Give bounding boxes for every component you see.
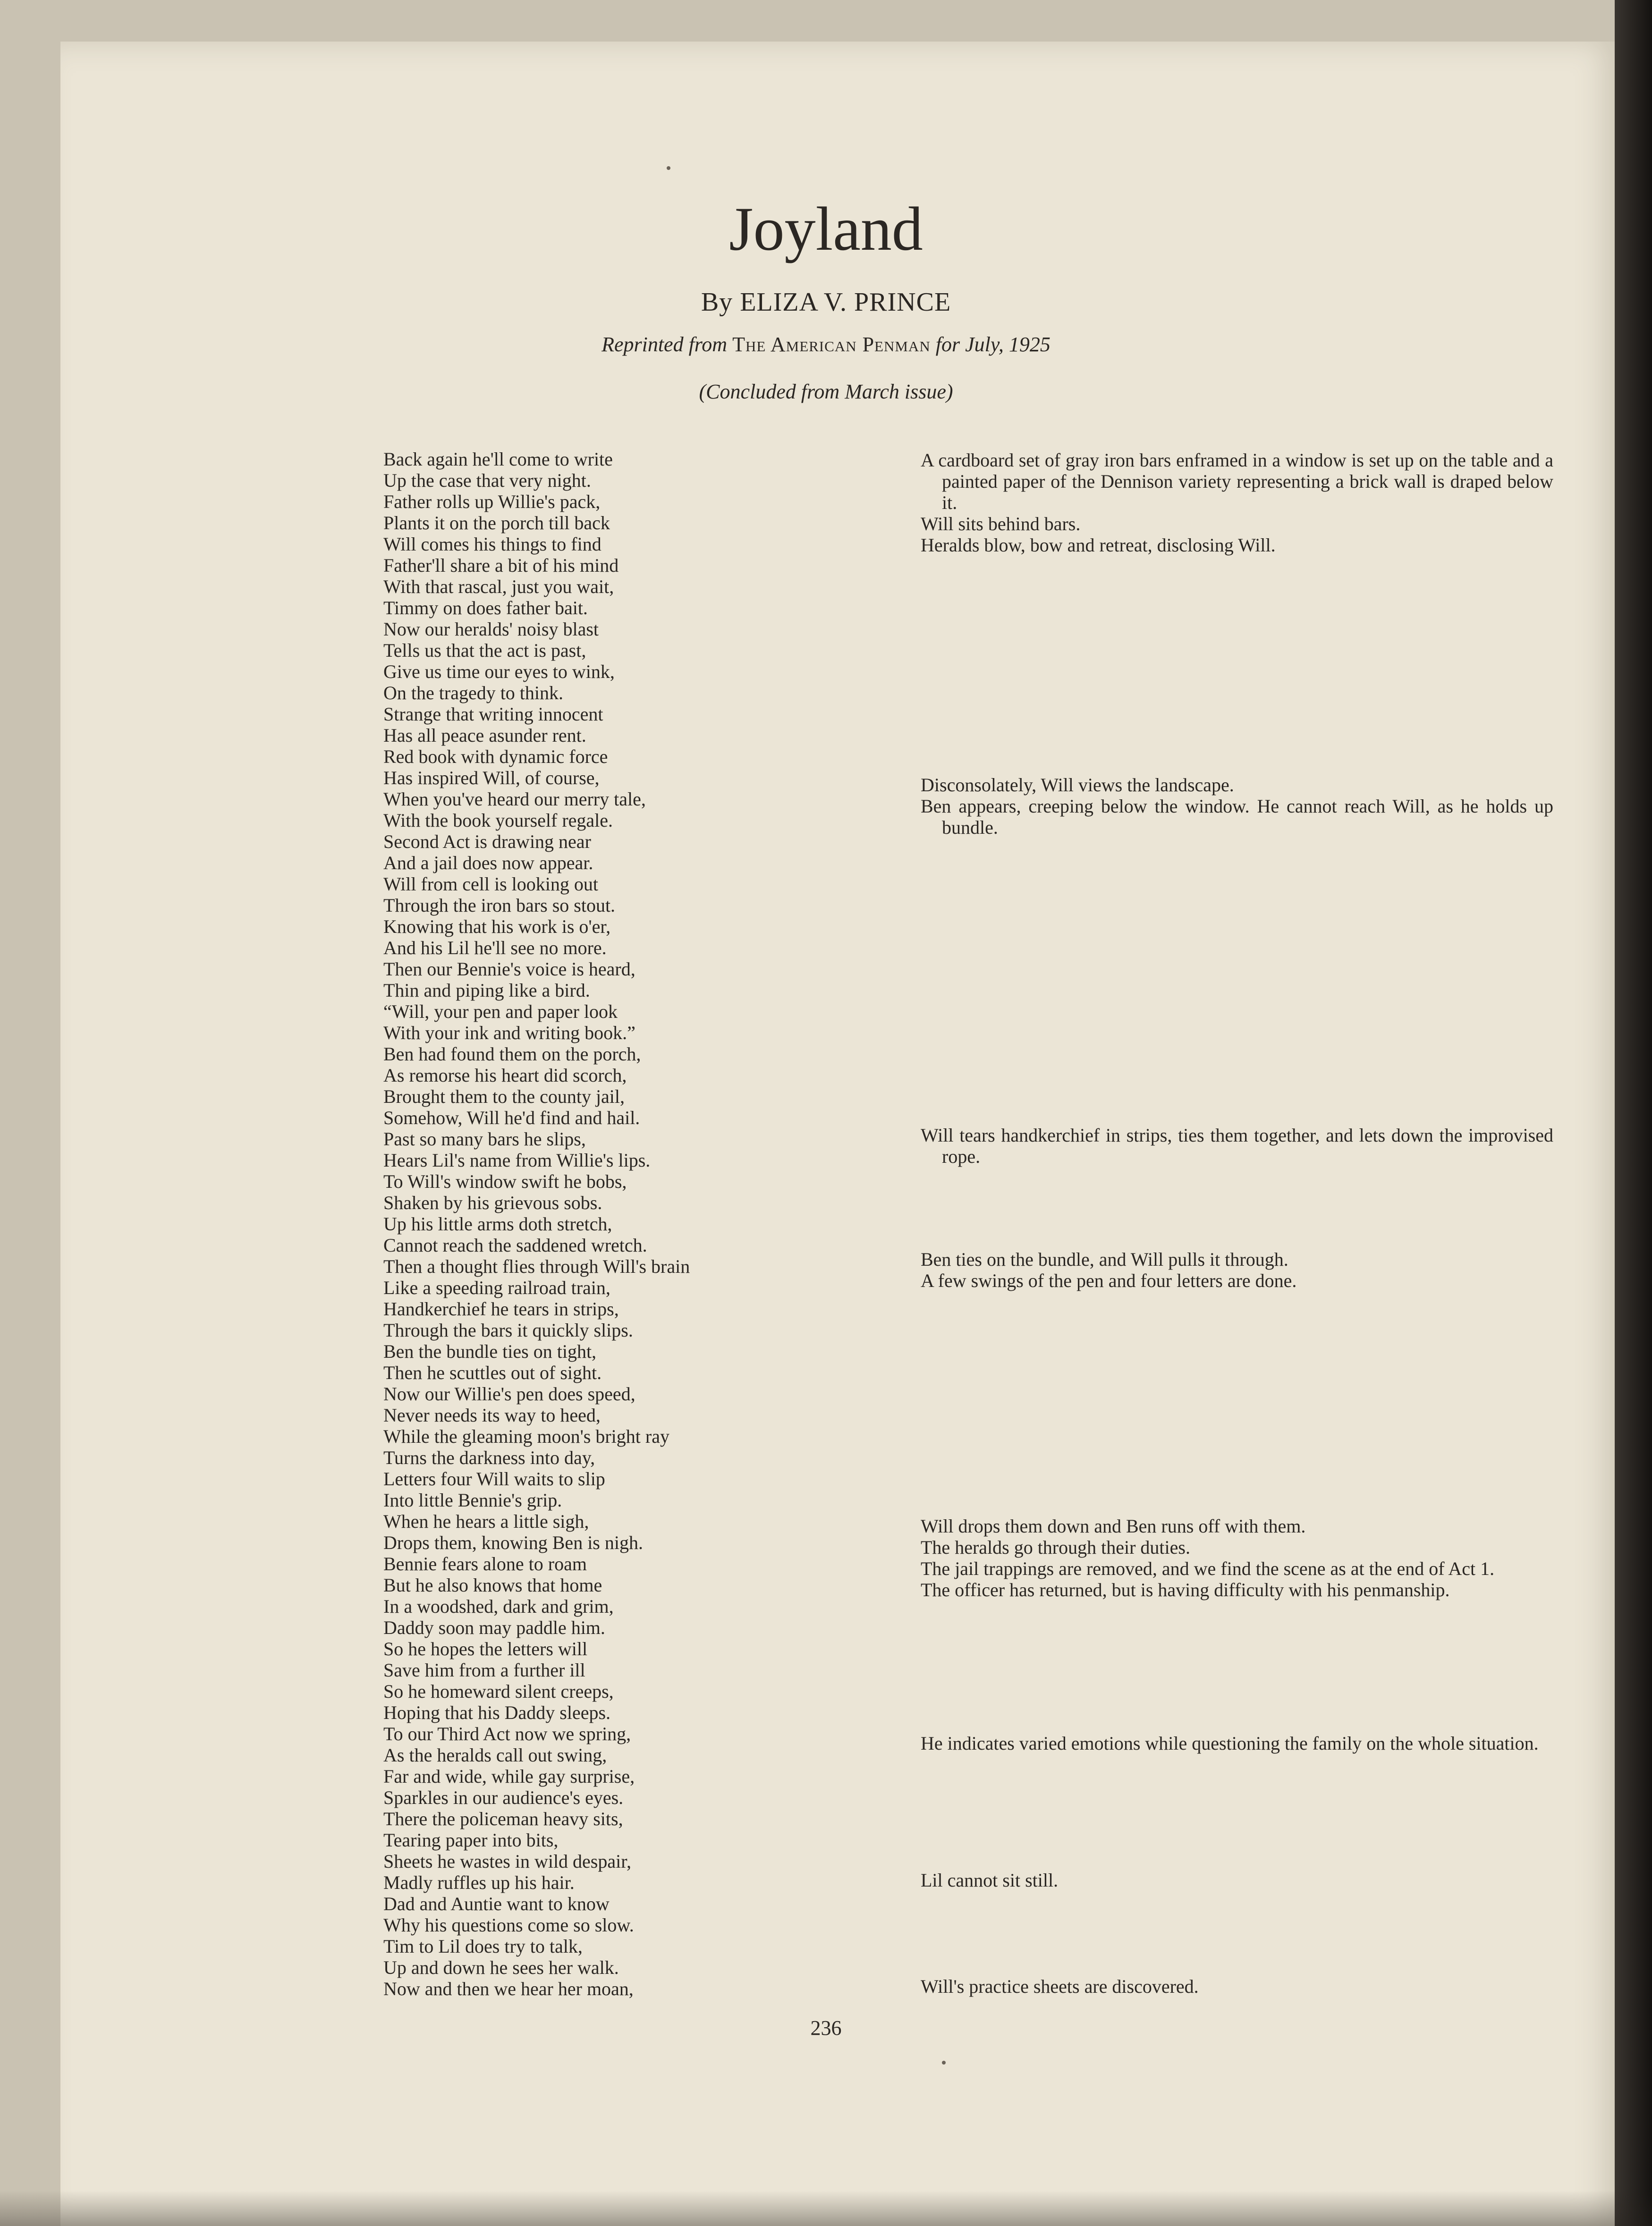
poem-line: As remorse his heart did scorch, bbox=[383, 1065, 627, 1086]
poem-line: With the book yourself regale. bbox=[383, 810, 613, 831]
poem-line: Somehow, Will he'd find and hail. bbox=[383, 1107, 640, 1128]
poem-line: But he also knows that home bbox=[383, 1574, 602, 1596]
poem-line: Knowing that his work is o'er, bbox=[383, 916, 611, 937]
stage-direction: Heralds blow, bow and retreat, disclosing Will. bbox=[921, 534, 1276, 556]
poem-line: Bennie fears alone to roam bbox=[383, 1553, 587, 1574]
poem-line: Back again he'll come to write bbox=[383, 449, 613, 470]
stage-direction-block bbox=[921, 1733, 1553, 1754]
poem-line: Up and down he sees her walk. bbox=[383, 1957, 619, 1978]
poem-line: Give us time our eyes to wink, bbox=[383, 661, 615, 682]
stage-direction: Ben ties on the bundle, and Will pulls it through. bbox=[921, 1249, 1288, 1270]
poem-line: There the policeman heavy sits, bbox=[383, 1808, 623, 1829]
poem-line: Hears Lil's name from Willie's lips. bbox=[383, 1150, 651, 1171]
poem-line: Never needs its way to heed, bbox=[383, 1405, 601, 1426]
poem-line: Tearing paper into bits, bbox=[383, 1829, 559, 1851]
poem-line: With that rascal, just you wait, bbox=[383, 576, 614, 597]
poem-line: With your ink and writing book.” bbox=[383, 1022, 635, 1043]
reprint-note bbox=[0, 330, 1652, 359]
poem-line: So he hopes the letters will bbox=[383, 1638, 588, 1659]
poem-line: When he hears a little sigh, bbox=[383, 1511, 589, 1532]
page-bottom-shadow bbox=[0, 2191, 1652, 2226]
article-title: Joyland bbox=[729, 194, 923, 263]
stage-direction: He indicates varied emotions while questioning the family on the whole situation. bbox=[921, 1733, 1539, 1754]
poem-line: Drops them, knowing Ben is nigh. bbox=[383, 1532, 643, 1553]
print-speck bbox=[942, 2061, 946, 2065]
stage-direction: Lil cannot sit still. bbox=[921, 1870, 1059, 1891]
poem-line: While the gleaming moon's bright ray bbox=[383, 1426, 669, 1447]
stage-direction-block bbox=[921, 1976, 1553, 1997]
poem-line: Sheets he wastes in wild despair, bbox=[383, 1851, 631, 1872]
stage-direction-block bbox=[921, 1249, 1553, 1291]
poem-line: Red book with dynamic force bbox=[383, 746, 608, 767]
reprint-before: Reprinted from bbox=[601, 333, 728, 356]
poem-line: Handkerchief he tears in strips, bbox=[383, 1298, 619, 1320]
poem-line: Father rolls up Willie's pack, bbox=[383, 491, 601, 512]
poem-column bbox=[383, 449, 818, 1999]
poem-line: Second Act is drawing near bbox=[383, 831, 591, 852]
poem-line: Has inspired Will, of course, bbox=[383, 767, 600, 788]
poem-line: Now and then we hear her moan, bbox=[383, 1978, 634, 1999]
poem-line: Daddy soon may paddle him. bbox=[383, 1617, 605, 1638]
poem-line: On the tragedy to think. bbox=[383, 682, 564, 703]
poem-line: Father'll share a bit of his mind bbox=[383, 555, 619, 576]
poem-line: Turns the darkness into day, bbox=[383, 1447, 595, 1468]
poem-line: Then he scuttles out of sight. bbox=[383, 1362, 602, 1383]
reprint-source: The American Penman bbox=[732, 333, 931, 356]
poem-line: Dad and Auntie want to know bbox=[383, 1893, 610, 1914]
poem-line: Madly ruffles up his hair. bbox=[383, 1872, 575, 1893]
stage-direction-block bbox=[921, 1870, 1553, 1891]
poem-line: Hoping that his Daddy sleeps. bbox=[383, 1702, 611, 1723]
poem-line: Plants it on the porch till back bbox=[383, 512, 610, 533]
poem-line: Thin and piping like a bird. bbox=[383, 980, 590, 1001]
poem-line: Will from cell is looking out bbox=[383, 873, 598, 895]
article-byline bbox=[0, 286, 1652, 319]
poem-line: And a jail does now appear. bbox=[383, 852, 593, 873]
stage-direction: Will sits behind bars. bbox=[921, 513, 1081, 534]
stage-direction: The jail trappings are removed, and we find the scene as at the end of Act 1. bbox=[921, 1558, 1495, 1579]
poem-line: As the heralds call out swing, bbox=[383, 1744, 607, 1766]
poem-line: Why his questions come so slow. bbox=[383, 1914, 634, 1936]
poem-line: And his Lil he'll see no more. bbox=[383, 937, 607, 958]
concluded-note: (Concluded from March issue) bbox=[699, 380, 953, 403]
poem-line: Now our Willie's pen does speed, bbox=[383, 1383, 635, 1405]
poem-line: Brought them to the county jail, bbox=[383, 1086, 625, 1107]
page-number: 236 bbox=[810, 2016, 842, 2040]
poem-line: Has all peace asunder rent. bbox=[383, 725, 586, 746]
poem-line: Up his little arms doth stretch, bbox=[383, 1213, 612, 1235]
byline-prefix: By bbox=[701, 288, 733, 317]
poem-line: When you've heard our merry tale, bbox=[383, 788, 646, 810]
poem-line: Will comes his things to find bbox=[383, 533, 601, 555]
poem-line: Then our Bennie's voice is heard, bbox=[383, 958, 635, 980]
stage-direction-block bbox=[921, 1125, 1553, 1167]
author-name: ELIZA V. PRINCE bbox=[740, 288, 951, 317]
poem-line: So he homeward silent creeps, bbox=[383, 1681, 614, 1702]
poem-line: Save him from a further ill bbox=[383, 1659, 585, 1681]
poem-line: Sparkles in our audience's eyes. bbox=[383, 1787, 624, 1808]
stage-direction: Will's practice sheets are discovered. bbox=[921, 1976, 1199, 1997]
stage-direction: A cardboard set of gray iron bars enframed in a window is set up on the table and a painted paper of the Dennison variety representing a brick wall is draped below it. bbox=[921, 449, 1553, 513]
print-speck bbox=[667, 166, 670, 170]
stage-direction: A few swings of the pen and four letters are done. bbox=[921, 1270, 1297, 1291]
poem-line: Up the case that very night. bbox=[383, 470, 591, 491]
poem-line: Through the bars it quickly slips. bbox=[383, 1320, 633, 1341]
poem-line: Letters four Will waits to slip bbox=[383, 1468, 605, 1490]
poem-line: Like a speeding railroad train, bbox=[383, 1277, 610, 1298]
poem-line: “Will, your pen and paper look bbox=[383, 1001, 618, 1022]
poem-line: Ben the bundle ties on tight, bbox=[383, 1341, 597, 1362]
stage-direction-block bbox=[921, 1515, 1553, 1600]
poem-line: Timmy on does father bait. bbox=[383, 597, 588, 618]
poem-line: Far and wide, while gay surprise, bbox=[383, 1766, 635, 1787]
poem-line: Now our heralds' noisy blast bbox=[383, 618, 599, 640]
reprint-after: for July, 1925 bbox=[935, 333, 1051, 356]
poem-line: Past so many bars he slips, bbox=[383, 1128, 586, 1150]
poem-line: Ben had found them on the porch, bbox=[383, 1043, 641, 1065]
stage-direction: Disconsolately, Will views the landscape. bbox=[921, 774, 1234, 796]
poem-line: In a woodshed, dark and grim, bbox=[383, 1596, 614, 1617]
stage-direction: The officer has returned, but is having difficulty with his penmanship. bbox=[921, 1579, 1450, 1600]
poem-line: Tim to Lil does try to talk, bbox=[383, 1936, 583, 1957]
stage-direction: Will tears handkerchief in strips, ties them together, and lets down the improvised rope. bbox=[921, 1125, 1553, 1167]
poem-line: Strange that writing innocent bbox=[383, 703, 603, 725]
poem-line: Then a thought flies through Will's brain bbox=[383, 1256, 690, 1277]
stage-direction: The heralds go through their duties. bbox=[921, 1537, 1190, 1558]
stage-direction: Will drops them down and Ben runs off with them. bbox=[921, 1515, 1306, 1537]
stage-direction: Ben appears, creeping below the window. He cannot reach Will, as he holds up bundle. bbox=[921, 796, 1553, 838]
poem-line: Tells us that the act is past, bbox=[383, 640, 586, 661]
poem-line: To Will's window swift he bobs, bbox=[383, 1171, 627, 1192]
stage-direction-block bbox=[921, 774, 1553, 838]
poem-line: Into little Bennie's grip. bbox=[383, 1490, 562, 1511]
poem-line: Shaken by his grievous sobs. bbox=[383, 1192, 602, 1213]
poem-line: Through the iron bars so stout. bbox=[383, 895, 616, 916]
stage-direction-block bbox=[921, 449, 1553, 556]
poem-line: To our Third Act now we spring, bbox=[383, 1723, 631, 1744]
poem-line: Cannot reach the saddened wretch. bbox=[383, 1235, 647, 1256]
